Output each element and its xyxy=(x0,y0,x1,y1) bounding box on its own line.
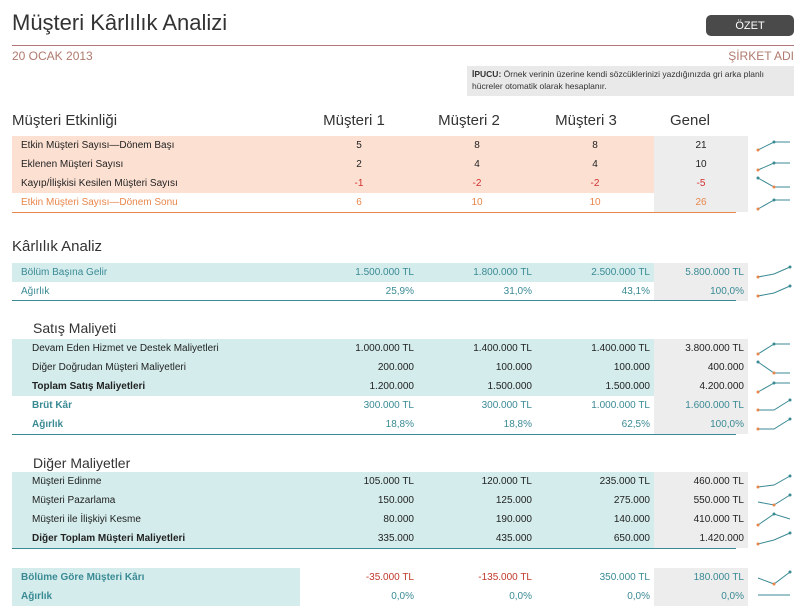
cell-customer-2[interactable]: -135.000 TL xyxy=(478,572,532,583)
cell-customer-1[interactable]: 18,8% xyxy=(385,419,414,430)
cell-customer-2[interactable]: 0,0% xyxy=(509,591,532,602)
cell-overall: 4.200.000 xyxy=(654,377,748,396)
sales-cost-section-title: Satış Maliyeti xyxy=(33,320,117,336)
cell-customer-2[interactable]: 125.000 xyxy=(418,491,536,510)
sparkline xyxy=(754,415,800,434)
cell-customer-2[interactable]: 435.000 xyxy=(418,529,536,548)
cell-customer-2[interactable]: 4 xyxy=(418,155,536,174)
row-label[interactable]: Müşteri ile İlişkiyi Kesme xyxy=(12,510,300,529)
row-label[interactable]: Müşteri Pazarlama xyxy=(12,491,300,510)
cell-customer-1[interactable]: 1.000.000 TL xyxy=(300,339,418,358)
cell-customer-3[interactable]: 62,5% xyxy=(621,419,650,430)
cell-overall: 10 xyxy=(654,155,748,174)
tip-text: Örnek verinin üzerine kendi sözcüklerinizi yazdığınızda gri arka planlı hücreler otomatik olarak hesaplanır. xyxy=(472,69,764,91)
cell-customer-2[interactable]: 120.000 TL xyxy=(418,472,536,491)
sparkline xyxy=(754,491,800,510)
sparkline xyxy=(754,587,800,606)
sparkline xyxy=(754,155,800,174)
section-divider xyxy=(12,548,736,549)
cell-overall: 410.000 TL xyxy=(654,510,748,529)
cell-customer-1[interactable]: 105.000 TL xyxy=(300,472,418,491)
row-label[interactable]: Toplam Satış Maliyetleri xyxy=(12,377,300,396)
cell-overall: 100,0% xyxy=(654,282,748,301)
cell-customer-3[interactable]: 100.000 xyxy=(536,358,654,377)
row-label[interactable]: Ağırlık xyxy=(32,419,64,430)
cell-customer-3[interactable]: -2 xyxy=(536,174,654,193)
cell-customer-3[interactable]: 10 xyxy=(589,197,601,208)
cell-customer-2[interactable]: 300.000 TL xyxy=(481,400,532,411)
cell-customer-1[interactable]: -1 xyxy=(300,174,418,193)
row-label[interactable]: Kayıp/İlişkisi Kesilen Müşteri Sayısı xyxy=(12,174,300,193)
cell-overall: -5 xyxy=(654,174,748,193)
sparkline xyxy=(754,377,800,396)
sparkline xyxy=(754,174,800,193)
cell-customer-3[interactable]: 235.000 TL xyxy=(536,472,654,491)
cell-customer-3[interactable]: 2.500.000 TL xyxy=(536,263,654,282)
row-label[interactable]: Ağırlık xyxy=(21,286,50,297)
row-label[interactable]: Devam Eden Hizmet ve Destek Maliyetleri xyxy=(12,339,300,358)
cell-customer-1[interactable]: 150.000 xyxy=(300,491,418,510)
tip-box xyxy=(467,66,794,96)
cell-customer-2[interactable]: -2 xyxy=(418,174,536,193)
row-label[interactable]: Ağırlık xyxy=(12,587,300,606)
cell-overall: 21 xyxy=(654,136,748,155)
sparkline xyxy=(754,282,800,301)
sparkline xyxy=(754,339,800,358)
cell-customer-1[interactable]: 335.000 xyxy=(300,529,418,548)
cell-customer-3[interactable]: 140.000 xyxy=(536,510,654,529)
report-date[interactable]: 20 OCAK 2013 xyxy=(12,49,93,63)
page-title: Müşteri Kârlılık Analizi xyxy=(12,10,228,35)
sparkline xyxy=(754,472,800,491)
row-label[interactable]: Bölüm Başına Gelir xyxy=(12,263,300,282)
cell-customer-1[interactable]: 1.200.000 xyxy=(300,377,418,396)
cell-customer-1[interactable]: 25,9% xyxy=(385,286,414,297)
summary-button[interactable]: ÖZET xyxy=(706,15,794,36)
tip-label: İPUCU: xyxy=(472,69,502,79)
cell-overall: 0,0% xyxy=(654,587,748,606)
cell-customer-1[interactable]: 200.000 xyxy=(300,358,418,377)
sparkline xyxy=(754,568,800,587)
sparkline xyxy=(754,529,800,548)
title-divider xyxy=(12,45,794,46)
cell-customer-1[interactable]: 5 xyxy=(300,136,418,155)
profitability-section-title: Kârlılık Analiz xyxy=(12,238,103,255)
cell-overall: 550.000 TL xyxy=(654,491,748,510)
cell-customer-2[interactable]: 100.000 xyxy=(418,358,536,377)
column-customer-2[interactable]: Müşteri 2 xyxy=(438,112,500,129)
row-label[interactable]: Eklenen Müşteri Sayısı xyxy=(12,155,300,174)
row-label[interactable]: Diğer Toplam Müşteri Maliyetleri xyxy=(12,529,300,548)
cell-customer-3[interactable]: 275.000 xyxy=(536,491,654,510)
column-overall[interactable]: Genel xyxy=(669,112,711,129)
row-label[interactable]: Brüt Kâr xyxy=(32,400,73,411)
cell-overall: 460.000 TL xyxy=(654,472,748,491)
sparkline xyxy=(754,263,800,282)
cell-customer-3[interactable]: 1.400.000 TL xyxy=(536,339,654,358)
cell-customer-2[interactable]: 10 xyxy=(471,197,483,208)
cell-overall: 1.420.000 xyxy=(654,529,748,548)
cell-customer-2[interactable]: 1.800.000 TL xyxy=(418,263,536,282)
section-divider xyxy=(12,300,736,301)
sparkline xyxy=(754,193,800,212)
sparkline xyxy=(754,396,800,415)
cell-customer-3[interactable]: 43,1% xyxy=(621,286,650,297)
cell-customer-3[interactable]: 350.000 TL xyxy=(599,572,650,583)
row-label[interactable]: Etkin Müşteri Sayısı—Dönem Başı xyxy=(12,136,300,155)
column-customer-1[interactable]: Müşteri 1 xyxy=(323,112,385,129)
cell-customer-1[interactable]: 0,0% xyxy=(391,591,414,602)
cell-customer-3[interactable]: 1.500.000 xyxy=(536,377,654,396)
cell-customer-3[interactable]: 1.000.000 TL xyxy=(591,400,650,411)
row-label[interactable]: Etkin Müşteri Sayısı—Dönem Sonu xyxy=(21,197,178,208)
cell-customer-2[interactable]: 1.500.000 xyxy=(418,377,536,396)
section-divider xyxy=(12,212,736,213)
cell-overall: 1.600.000 TL xyxy=(654,396,748,415)
row-label[interactable]: Müşteri Edinme xyxy=(12,472,300,491)
cell-customer-3[interactable]: 4 xyxy=(536,155,654,174)
cell-customer-3[interactable]: 8 xyxy=(536,136,654,155)
cell-customer-2[interactable]: 31,0% xyxy=(503,286,532,297)
cell-overall: 26 xyxy=(654,193,748,212)
cell-customer-1[interactable]: 80.000 xyxy=(300,510,418,529)
row-label[interactable]: Diğer Doğrudan Müşteri Maliyetleri xyxy=(12,358,300,377)
cell-customer-1[interactable]: 2 xyxy=(300,155,418,174)
company-name[interactable]: ŞİRKET ADI xyxy=(728,49,794,63)
column-customer-3[interactable]: Müşteri 3 xyxy=(555,112,617,129)
cell-customer-1[interactable]: 1.500.000 TL xyxy=(300,263,418,282)
sparkline xyxy=(754,510,800,529)
cell-overall: 5.800.000 TL xyxy=(654,263,748,282)
cell-customer-1[interactable]: -35.000 TL xyxy=(365,572,414,583)
row-label[interactable]: Bölüme Göre Müşteri Kârı xyxy=(12,568,300,587)
sparkline xyxy=(754,136,800,155)
cell-customer-2[interactable]: 8 xyxy=(418,136,536,155)
cell-customer-1[interactable]: 300.000 TL xyxy=(363,400,414,411)
cell-customer-1[interactable]: 6 xyxy=(356,197,362,208)
cell-overall: 3.800.000 TL xyxy=(654,339,748,358)
other-cost-section-title: Diğer Maliyetler xyxy=(33,455,131,471)
cell-overall: 400.000 xyxy=(654,358,748,377)
sparkline xyxy=(754,358,800,377)
cell-overall: 180.000 TL xyxy=(654,568,748,587)
cell-customer-2[interactable]: 18,8% xyxy=(503,419,532,430)
section-divider xyxy=(12,434,736,435)
cell-customer-2[interactable]: 190.000 xyxy=(418,510,536,529)
cell-overall: 100,0% xyxy=(654,415,748,434)
activity-section-title: Müşteri Etkinliği xyxy=(12,112,118,129)
cell-customer-3[interactable]: 650.000 xyxy=(536,529,654,548)
cell-customer-3[interactable]: 0,0% xyxy=(627,591,650,602)
cell-customer-2[interactable]: 1.400.000 TL xyxy=(418,339,536,358)
